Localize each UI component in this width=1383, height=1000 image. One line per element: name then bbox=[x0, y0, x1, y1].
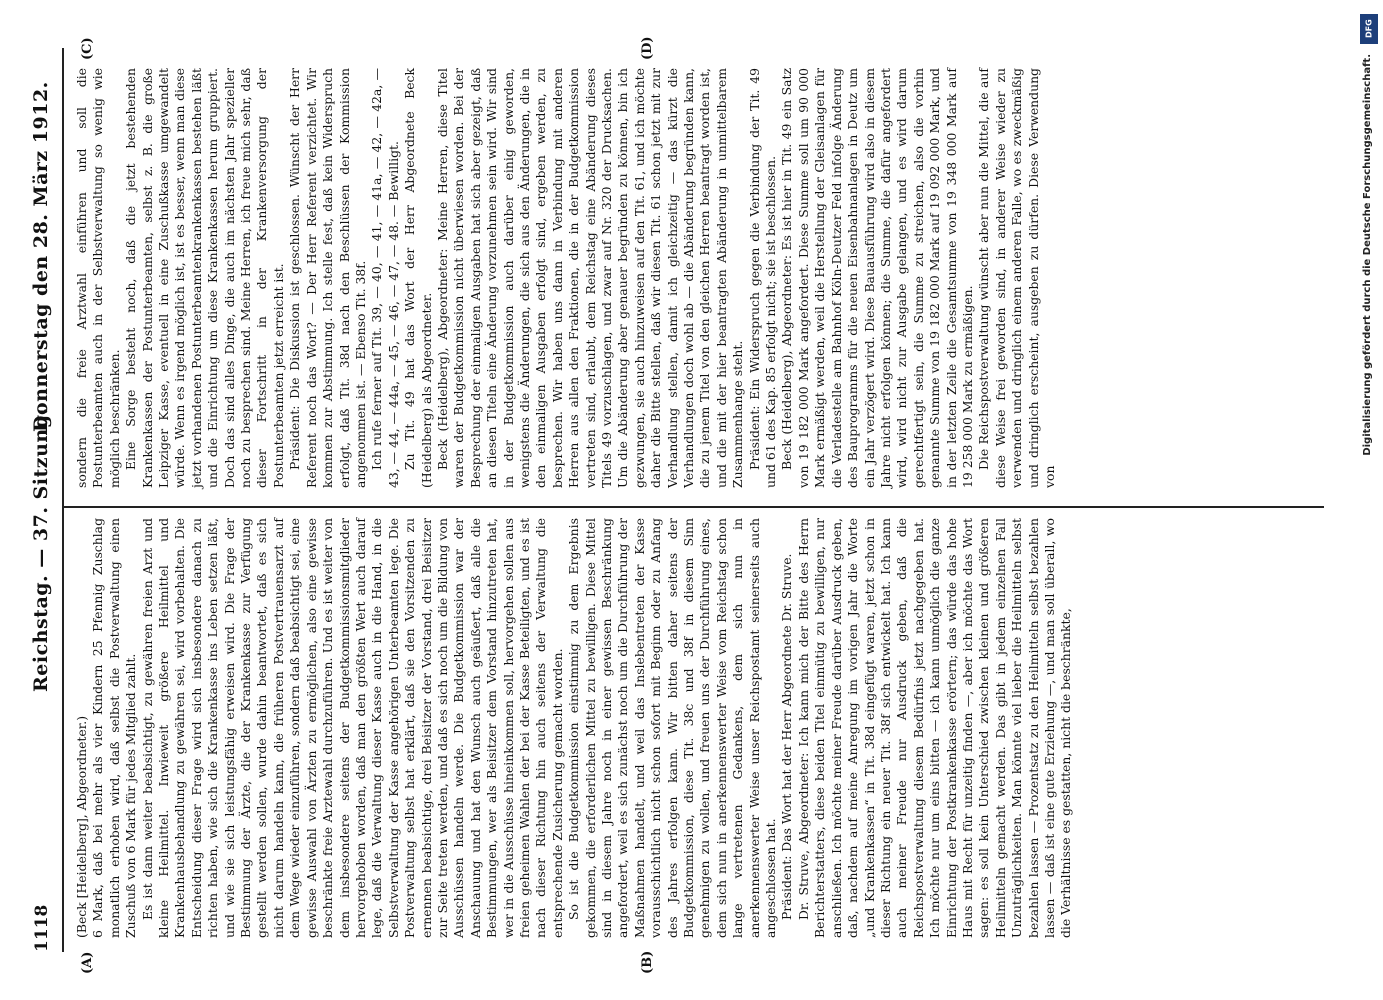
paragraph: Beck (Heidelberg), Abgeordneter: Es ist hier in Tit. 49 ein Satz von 19 182 000 Mark angefordert. Diese Summe soll um 90 000 Mark ermäßigt werden, weil die Herstellung der Gleisanlagen für die Verladestelle am Bahnhof Köln-Deutzer Feld infolge Änderung des Bauprogramms für die neuen Eisenbahnanlagen in Deutz um ein Jahr verzögert wird. Diese Bauausführung wird also in diesem Jahre nicht erfolgen können; die Summe, die dafür angefordert wird, wird nicht zur Ausgabe gelangen, und es wird darum gerechtfertigt sein, die Summe zu streichen, also die vorhin genannte Summe von 19 182 000 Mark auf 19 092 000 Mark, und in der letzten Zeile die Gesamtsumme von 19 348 000 Mark auf 19 258 000 Mark zu ermäßigen. bbox=[779, 68, 975, 488]
paragraph: Es ist dann weiter beabsichtigt, zu gewähren freien Arzt und kleine Heilmittel. Inwieweit größere Heilmittel und Krankenhausbehandlung zu gewähren sei, wird vorbehalten. Die Entscheidung dieser Frage wird sich insbesondere danach zu richten haben, wie sich die Krankenkasse ins Leben setzen läßt, und wie sie sich leistungsfähig erweisen wird. Die Frage der Bestimmung der Ärzte, die der Krankenkasse zur Verfügung gestellt werden sollen, wurde dahin beantwortet, daß es sich nicht darum handeln kann, die früheren Postvertrauensarzt auf dem Wege wieder einzuführen, sondern daß beabsichtigt sei, eine gewisse Auswahl von Ärzten zu ermöglichen, also eine gewisse beschränkte freie Arztewahl durchzuführen. Und es ist weiter von dem insbesondere seitens der Budgetkommissionsmitglieder hervorgehoben worden, daß man den größten Wert auch darauf lege, daß die Verwaltung dieser Kasse auch in die Hand, in die Selbstverwaltung der Kasse angehörigen Unterbeamten lege. Die Postverwaltung selbst hat erklärt, daß sie den Vorsitzenden zu ernennen beabsichtige, drei Beisitzer der Vorstand, drei Beisitzer zur Seite treten werden, und daß es sich noch um die Bildung von Ausschüssen handeln werde. Die Budgetkommission war der Anschauung und hat den Wunsch auch geäußert, daß alle die Bestimmungen, wer als Beisitzer dem Vorstand hinzutreten hat, wer in die Ausschüsse hineinkommen soll, hervorgehen sollen aus freien geheimen Wahlen der bei der Kasse Beteiligten, und es ist nach dieser Richtung hin auch seitens der Verwaltung die entsprechende Zusicherung gemacht worden. bbox=[139, 518, 565, 938]
paragraph: Ich rufe ferner auf Tit. 39, — 40, — 41, — 41a, — 42, — 42a, — 43, — 44, — 44a, — 45, — 46, — 47, — 48. — Bewilligt. bbox=[369, 68, 401, 488]
paragraph: Präsident: Das Wort hat der Herr Abgeordnete Dr. Struve. bbox=[779, 553, 795, 920]
header-left-title: Reichstag. — 37. Sitzung. bbox=[30, 407, 52, 692]
column-divider bbox=[64, 506, 1324, 508]
paragraph: Beck (Heidelberg), Abgeordneter: Meine Herren, diese Titel waren der Budgetkommission nicht überwiesen worden. Bei der Besprechung der einmaligen Ausgaben hat sich aber gezeigt, daß an diesen Titeln eine Änderung vorzunehmen sein wird. Wir sind in der Budgetkommission auch darüber einig geworden, wenigstens die Änderungen, die sich aus den Änderungen, die in den einmaligen Ausgaben erfolgt sind, ergeben werden, zu besprechen. Wir haben uns dann in Verbindung mit anderen Herren aus allen den Fraktionen, die in der Budgetkommission vertreten sind, erlaubt, dem Reichstag eine Abänderung dieses Titels 49 vorzuschlagen, und zwar auf Nr. 320 der Drucksachen. Um die Abänderung aber genauer begründen zu können, bin ich gezwungen, sie auch hinzuweisen auf den Tit. 61, und ich möchte daher die Bitte stellen, daß wir diesen Tit. 61 schon jetzt mit zur Verhandlung stellen, damit ich gleichzeitig — das kürzt die Verhandlungen doch wohl ab — die Abänderung begründen kann, die zu jenem Titel von den gleichen Herren beantragt worden ist, und die mit der hier beantragten Abänderung in unmittelbarem Zusammenhange steht. bbox=[434, 68, 746, 488]
digitization-credit bbox=[1358, 10, 1380, 1000]
margin-mark-c: (C) bbox=[80, 37, 95, 60]
paragraph: Dr. Struve, Abgeordneter: Ich kann mich der Bitte des Herrn Berichterstatters, diese beiden Titel einmütig zu bewilligen, nur anschließen. Ich möchte meiner Freude darüber Ausdruck geben, daß, nachdem auf meine Anregung im vorigen Jahr die Worte „und Krankenkassen“ in Tit. 38d eingefügt waren, jetzt schon in dieser Richtung ein neuer Tit. 38f sich entwickelt hat. Ich kann auch meiner Freude nur Ausdruck geben, daß die Reichspostverwaltung diesem Bedürfnis jetzt nachgegeben hat. Ich möchte nur um eins bitten — ich kann unmöglich die ganze Einrichtung der Postkrankenkasse erörtern; das würde das hohe Haus mit Recht für unzeitig finden —, aber ich möchte das Wort sagen: es soll kein Unterschied zwischen kleinen und größeren Heilmitteln gemacht werden. Das gibt in jedem einzelnen Fall Unzuträglichkeiten. Man könnte viel lieber die Heilmitteln selbst bezahlen lassen — Prozentsatz zu den Heilmitteln selbst bezahlen lassen — daß ist eine gute Erziehung —, und man soll überall, wo die Verhältnisse es gestatten, nicht die beschränkte, bbox=[795, 518, 1074, 938]
page-number: 1118 bbox=[32, 904, 52, 952]
paragraph: Zu Tit. 49 hat das Wort der Herr Abgeordnete Beck (Heidelberg) als Abgeordneter. bbox=[402, 68, 434, 488]
paragraph: Die Reichspostverwaltung wünscht aber nun die Mittel, die auf diese Weise frei geworden sind, in anderer Weise wieder zu verwenden und dringlich einem anderen Falle, wo es zweckmäßig und dringlich erscheint, ausgeben zu dürfen. Diese Verwendung von bbox=[976, 68, 1057, 488]
paragraph: Präsident: Die Diskussion ist geschlossen. Wünscht der Herr Referent noch das Wort? — Der Herr Referent verzichtet. Wir kommen zur Abstimmung. Ich stelle fest, daß kein Widerspruch erfolgt, daß Tit. 38d nach den Beschlüssen der Kommission angenommen ist. — Ebenso Tit. 38f. bbox=[287, 68, 368, 488]
paragraph: sondern die freie Arztwahl einführen und soll die Postunterbeamten auch in der Selbstverwaltung so wenig wie möglich beschränken. bbox=[74, 68, 122, 488]
right-column bbox=[74, 68, 1058, 488]
dfg-logo-icon: DFG bbox=[1360, 14, 1378, 44]
page-header bbox=[30, 60, 58, 952]
header-rule bbox=[62, 48, 64, 952]
speaker-tag: (Beck [Heidelberg], Abgeordneter.) bbox=[74, 715, 89, 938]
paragraph: So ist die Budgetkommission einstimmig zu dem Ergebnis gekommen, die erforderlichen Mittel zu bewilligen. Diese Mittel sind in diesem Jahre noch in einer gewissen Beschränkung angefordert, weil es sich zunächst noch um die Durchführung der Maßnahmen handelt, und weil das Inslebentreten der Kasse vorausschichtlich nicht schon sofort mit Beginn oder zu Anfang des Jahres erfolgen kann. Wir bitten daher seitens der Budgetkommission, diese Tit. 38c und 38f in diesem Sinn genehmigen zu wollen, und freuen uns der Durchführung eines, dem sich nun in anerkennenswerter Weise vom Reichstag schon lange vertretenen Gedankens, dem sich nun in anerkennenswerter Weise unser Reichspostamt seinerseits auch angeschlossen hat. bbox=[566, 518, 779, 938]
margin-mark-a: (A) bbox=[80, 951, 95, 974]
paragraph: Eine Sorge besteht noch, daß die jetzt bestehenden Krankenkassen der Postunterbeamten, selbst z. B. die große Leipziger Kasse, eventuell in eine Zuschußkasse umgewandelt würde. Wenn es irgend möglich ist, ist es besser, wenn man diese jetzt vorhandenen Postunterbeamtenkrankenkassen bestehen läßt und die Einrichtung um diese Krankenkassen herum gruppiert. Doch das sind alles Dinge, die auch im nächsten Jahr spezieller noch zu besprechen sind. Meine Herren, ich freue mich sehr, daß dieser Fortschritt in der Krankenversorgung der Postunterbeamten jetzt erreicht ist. bbox=[123, 68, 286, 488]
paragraph: Präsident: Ein Widerspruch gegen die Verbindung der Tit. 49 und 61 des Kap. 85 erfolgt nicht; sie ist beschlossen. bbox=[746, 68, 779, 488]
credit-text: Digitalisierung gefördert durch die Deutsche Forschungsgemeinschaft. bbox=[1362, 54, 1373, 456]
header-right-title: Donnerstag den 28. März 1912. bbox=[30, 81, 52, 432]
left-column bbox=[74, 518, 1075, 938]
paragraph: 6 Mark, daß bei mehr als vier Kindern 25 Pfennig Zuschlag monatlich erhoben wird, daß selbst die Postverwaltung einen Zuschuß von 6 Mark für jedes Mitglied zahlt. bbox=[90, 518, 139, 938]
margin-mark-b: (B) bbox=[640, 950, 655, 974]
margin-mark-d: (D) bbox=[640, 36, 655, 60]
